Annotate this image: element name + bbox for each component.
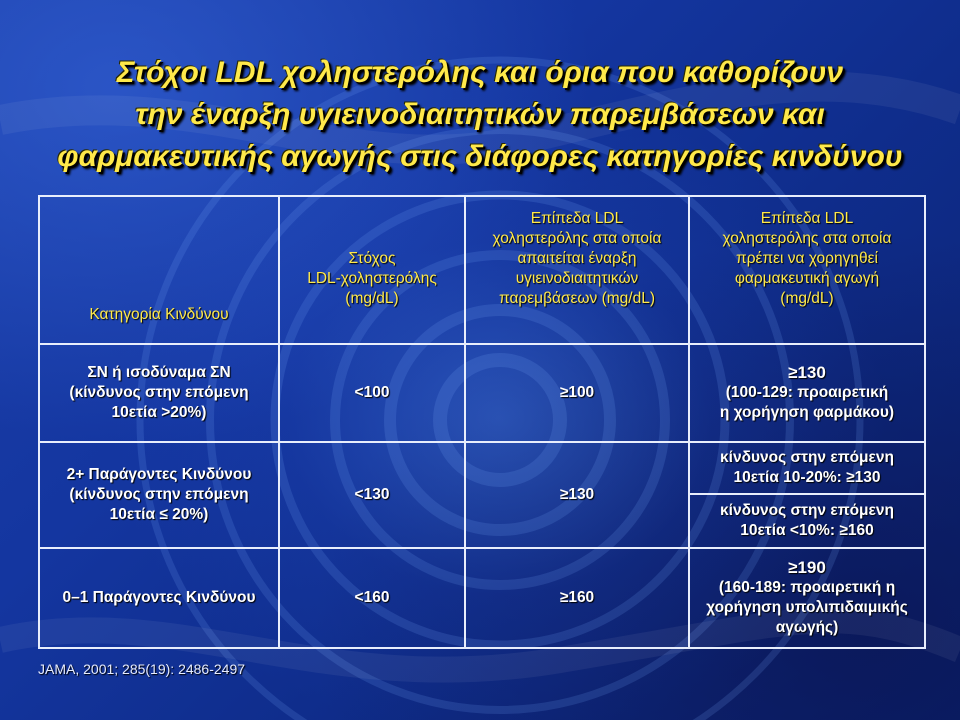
row-lifestyle-value: ≥160 [465, 548, 689, 648]
row-target-value: <130 [279, 442, 465, 548]
table-row [39, 344, 925, 442]
row-category-chd: ΣΝ ή ισοδύναμα ΣΝ (κίνδυνος στην επόμενη 10ετία >20%) [39, 344, 279, 442]
header-ldl-target: Στόχος LDL-χοληστερόλης (mg/dL) [279, 196, 465, 344]
row-lifestyle-value: ≥130 [465, 442, 689, 548]
row-lifestyle-value: ≥100 [465, 344, 689, 442]
row-category-2plus: 2+ Παράγοντες Κινδύνου (κίνδυνος στην επόμενη 10ετία ≤ 20%) [39, 442, 279, 548]
ldl-targets-table [38, 195, 926, 649]
row-target-value: <160 [279, 548, 465, 648]
title-line: την έναρξη υγιεινοδιαιτητικών παρεμβάσεων και [135, 98, 825, 131]
title-line: φαρμακευτικής αγωγής στις διάφορες κατηγορίες κινδύνου [57, 140, 903, 173]
slide-title [0, 52, 960, 178]
row-drug-value-low: κίνδυνος στην επόμενη 10ετία <10%: ≥160 [689, 494, 925, 548]
row-category-0-1: 0–1 Παράγοντες Κινδύνου [39, 548, 279, 648]
row-drug-value: ≥190 (160-189: προαιρετική η χορήγηση υπολιπιδαιμικής αγωγής) [689, 548, 925, 648]
source-citation: JAMA, 2001; 285(19): 2486-2497 [38, 661, 246, 677]
title-line: Στόχοι LDL χοληστερόλης και όρια που καθορίζουν [116, 56, 844, 89]
table-row [39, 442, 925, 494]
header-drug-threshold: Επίπεδα LDL χοληστερόλης στα οποία πρέπει να χορηγηθεί φαρμακευτική αγωγή (mg/dL) [689, 196, 925, 344]
row-drug-value-high: κίνδυνος στην επόμενη 10ετία 10-20%: ≥130 [689, 442, 925, 494]
row-target-value: <100 [279, 344, 465, 442]
table-header-row [39, 196, 925, 344]
row-drug-value: ≥130 (100-129: προαιρετική η χορήγηση φαρμάκου) [689, 344, 925, 442]
header-lifestyle-threshold: Επίπεδα LDL χοληστερόλης στα οποία απαιτείται έναρξη υγιεινοδιαιτητικών παρεμβάσεων (mg/dL) [465, 196, 689, 344]
header-risk-category: Κατηγορία Κινδύνου [39, 196, 279, 344]
table-row [39, 548, 925, 648]
